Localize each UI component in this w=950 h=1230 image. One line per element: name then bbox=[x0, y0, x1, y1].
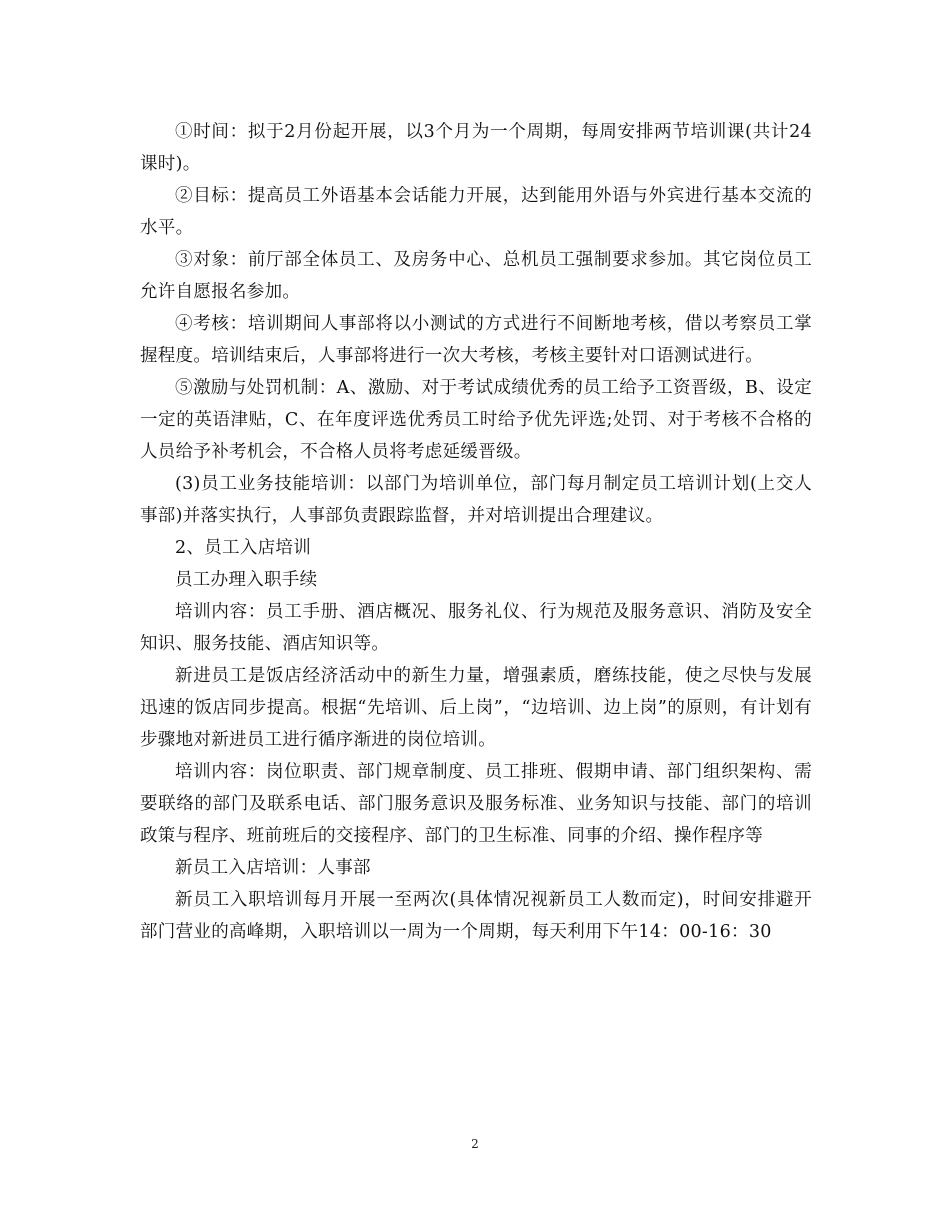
paragraph-new-staff: 新进员工是饭店经济活动中的新生力量，增强素质，磨练技能，使之尽快与发展迅速的饭店同步提高。根据“先培训、后上岗”，“边培训、边上岗”的原则，有计划有步骤地对新进员工进行循序渐进的岗位培训。 bbox=[140, 666, 812, 750]
paragraph-schedule: 新员工入职培训每月开展一至两次(具体情况视新员工人数而定)，时间安排避开部门营业的高峰期，入职培训以一周为一个周期，每天利用下午14：00-16：30 bbox=[140, 890, 812, 942]
page-number: 2 bbox=[471, 1137, 479, 1151]
paragraph-skill-training: (3)员工业务技能培训：以部门为培训单位，部门每月制定员工培训计划(上交人事部)并落实执行，人事部负责跟踪监督，并对培训提出合理建议。 bbox=[140, 474, 812, 526]
paragraph-entry-procedure: 员工办理入职手续 bbox=[175, 570, 318, 590]
document-body bbox=[140, 116, 812, 948]
paragraph-training-content-2: 培训内容：岗位职责、部门规章制度、员工排班、假期申请、部门组织架构、需要联络的部门及联系电话、部门服务意识及服务标准、业务知识与技能、部门的培训政策与程序、班前班后的交接程序、部门的卫生标准、同事的介绍、操作程序等 bbox=[140, 762, 812, 846]
paragraph-training-content-1: 培训内容：员工手册、酒店概况、服务礼仪、行为规范及服务意识、消防及安全知识、服务技能、酒店知识等。 bbox=[140, 602, 812, 654]
paragraph-hr-training: 新员工入店培训：人事部 bbox=[175, 858, 371, 878]
paragraph-time: ①时间：拟于2月份起开展，以3个月为一个周期，每周安排两节培训课(共计24课时)。 bbox=[140, 122, 812, 174]
paragraph-target: ③对象：前厅部全体员工、及房务中心、总机员工强制要求参加。其它岗位员工允许自愿报名参加。 bbox=[140, 250, 812, 302]
paragraph-assessment: ④考核：培训期间人事部将以小测试的方式进行不间断地考核，借以考察员工掌握程度。培训结束后，人事部将进行一次大考核，考核主要针对口语测试进行。 bbox=[140, 314, 812, 366]
paragraph-goal: ②目标：提高员工外语基本会话能力开展，达到能用外语与外宾进行基本交流的水平。 bbox=[140, 186, 812, 238]
section-heading-onboarding: 2、员工入店培训 bbox=[175, 538, 312, 558]
paragraph-incentive: ⑤激励与处罚机制：A、激励、对于考试成绩优秀的员工给予工资晋级，B、设定一定的英语津贴，C、在年度评选优秀员工时给予优先评选;处罚、对于考核不合格的人员给予补考机会，不合格人员将考虑延缓晋级。 bbox=[140, 378, 812, 462]
